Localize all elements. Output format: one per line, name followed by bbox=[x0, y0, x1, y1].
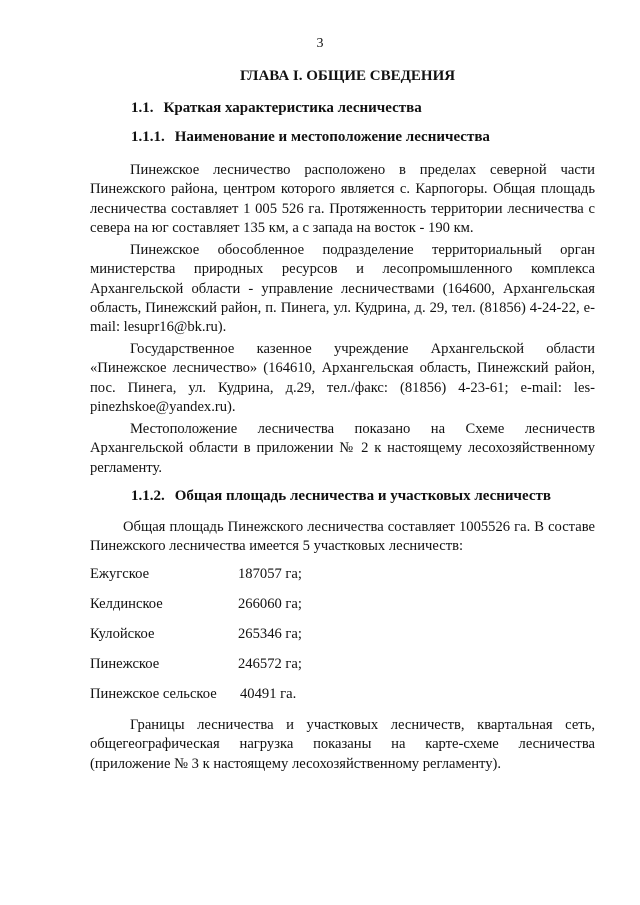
district-area: 187057 га; bbox=[238, 566, 302, 582]
chapter-title: ГЛАВА I. ОБЩИЕ СВЕДЕНИЯ bbox=[240, 68, 456, 84]
section-heading-1-1-1 bbox=[131, 129, 490, 146]
page-number: 3 bbox=[316, 36, 324, 51]
district-row bbox=[90, 626, 302, 643]
district-name: Келдинское bbox=[90, 596, 163, 612]
section-title: Краткая характеристика лесничества bbox=[163, 100, 422, 116]
district-name: Кулойское bbox=[90, 626, 155, 642]
district-row bbox=[90, 596, 302, 613]
district-area: 266060 га; bbox=[238, 596, 302, 612]
paragraph-institution: Государственное казенное учреждение Архангельской области «Пинежское лесничество» (164610, Архангельская область, Пинежский район, пос. Пинега, ул. Кудрина, д.29, тел./факс: (81856) 4-23-61; e-mail: les-pinezhskoe@yandex.ru). bbox=[90, 341, 595, 415]
section-number: 1.1.1. bbox=[131, 129, 165, 145]
section-title: Наименование и местоположение лесничества bbox=[174, 129, 490, 145]
section-heading-1-1-2 bbox=[131, 488, 551, 505]
district-area: 246572 га; bbox=[238, 656, 302, 672]
district-area: 265346 га; bbox=[238, 626, 302, 642]
section-title: Общая площадь лесничества и участковых лесничеств bbox=[174, 488, 551, 504]
district-name: Пинежское сельское bbox=[90, 686, 217, 702]
paragraph-area-intro: Общая площадь Пинежского лесничества составляет 1005526 га. В составе Пинежского лесничества имеется 5 участковых лесничеств: bbox=[90, 519, 595, 555]
paragraph-boundaries: Границы лесничества и участковых лесничеств, квартальная сеть, общегеографическая нагрузка показаны на карте-схеме лесничества (приложение № 3 к настоящему лесохозяйственному регламенту). bbox=[90, 717, 595, 772]
district-row bbox=[90, 656, 302, 673]
district-name: Пинежское bbox=[90, 656, 160, 672]
section-heading-1-1 bbox=[131, 100, 422, 117]
paragraph-location: Пинежское лесничество расположено в пределах северной части Пинежского района, центром которого является с. Карпогоры. Общая площадь лесничества составляет 1 005 526 га. Протяженность территории лесничества с севера на юг составляет 135 км, а с запада на восток - 190 км. bbox=[90, 162, 595, 236]
district-row bbox=[90, 566, 302, 583]
section-number: 1.1.2. bbox=[131, 488, 165, 504]
paragraph-subdivision: Пинежское обособленное подразделение территориальный орган министерства природных ресурсов и лесопромышленного комплекса Архангельской области - управление лесничествами (164600, Архангельская область, Пинежский район, п. Пинега, ул. Кудрина, д. 29, тел. (81856) 4-24-22, e-mail: lesupr16@bk.ru). bbox=[90, 242, 595, 336]
district-area: 40491 га. bbox=[240, 686, 297, 702]
district-row bbox=[90, 686, 296, 703]
section-number: 1.1. bbox=[131, 100, 154, 116]
district-name: Ежугское bbox=[90, 566, 150, 582]
paragraph-map-reference: Местоположение лесничества показано на Схеме лесничеств Архангельской области в приложении № 2 к настоящему лесохозяйственному регламенту. bbox=[90, 421, 595, 476]
